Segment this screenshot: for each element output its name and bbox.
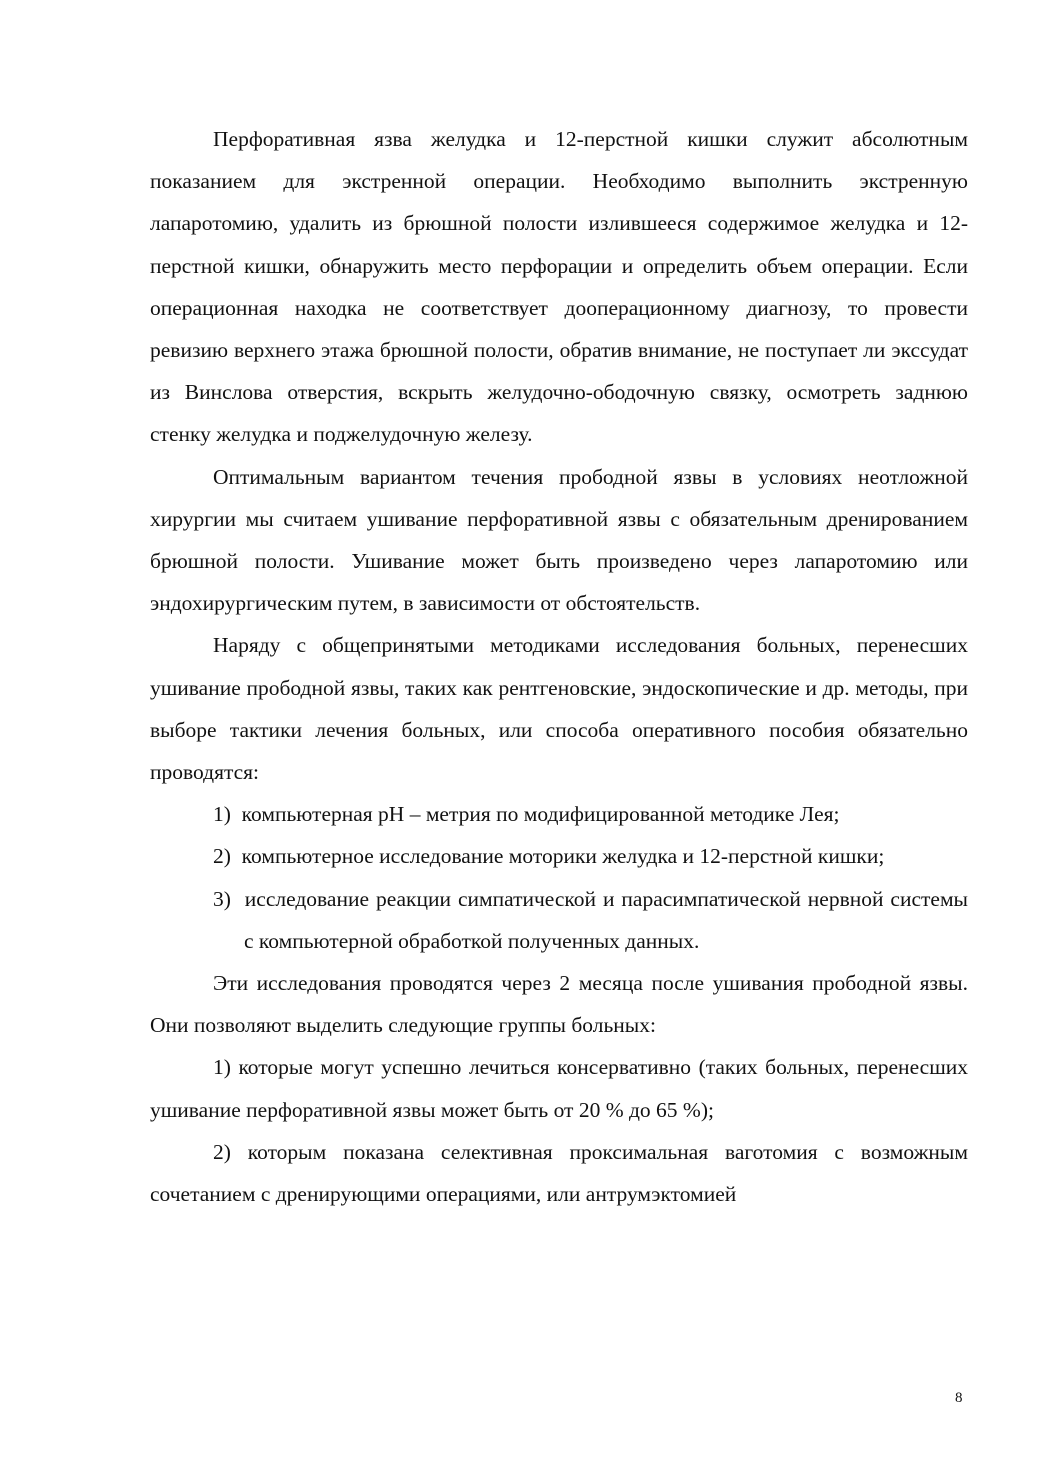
paragraph-optimal-treatment: Оптимальным вариантом течения прободной язвы в условиях неотложной хирургии мы считаем ушивание перфоративной язвы с обязательным дренированием брюшной полости. Ушивание может быть произведено через лапаротомию или эндохирургическим путем, в зависимости от обстоятельств. xyxy=(150,464,968,616)
paragraph-research-methods: Наряду с общепринятыми методиками исследования больных, перенесших ушивание прободной язвы, таких как рентгеновские, эндоскопические и др. методы, при выборе тактики лечения больных, или способа оперативного пособия обязательно проводятся: xyxy=(150,633,968,785)
list-item-nervous-system-study: 3) исследование реакции симпатической и парасимпатической нервной системы с компьютерной обработкой полученных данных. xyxy=(213,886,968,953)
paragraph-perforation-indication: Перфоративная язва желудка и 12-перстной кишки служит абсолютным показанием для экстренной операции. Необходимо выполнить экстренную лапаротомию, удалить из брюшной полости излившееся содержимое желудка и 12- перстной кишки, обнаружить место перфорации и определить объем операции. Если операционная находка не соответствует дооперационному диагнозу, то провести ревизию верхнего этажа брюшной полости, обратив внимание, не поступает ли экссудат из Винслова отверстия, вскрыть желудочно-ободочную связку, осмотреть заднюю стенку желудка и поджелудочную железу. xyxy=(150,127,968,447)
document-body xyxy=(150,118,968,1215)
paragraph-research-timing: Эти исследования проводятся через 2 месяца после ушивания прободной язвы. Они позволяют выделить следующие группы больных: xyxy=(150,971,968,1038)
list-item-motility-study: 2) компьютерное исследование моторики желудка и 12-перстной кишки; xyxy=(213,844,885,869)
list-item-ph-metry: 1) компьютерная рН – метрия по модифицированной методике Лея; xyxy=(213,802,840,827)
paragraph-group-vagotomy: 2) которым показана селективная проксимальная ваготомия с возможным сочетанием с дренирующими операциями, или антрумэктомией xyxy=(150,1139,968,1207)
page-number: 8 xyxy=(955,1390,963,1406)
paragraph-group-conservative: 1) которые могут успешно лечиться консервативно (таких больных, перенесших ушивание перфоративной язвы может быть от 20 % до 65 %); xyxy=(150,1055,968,1122)
